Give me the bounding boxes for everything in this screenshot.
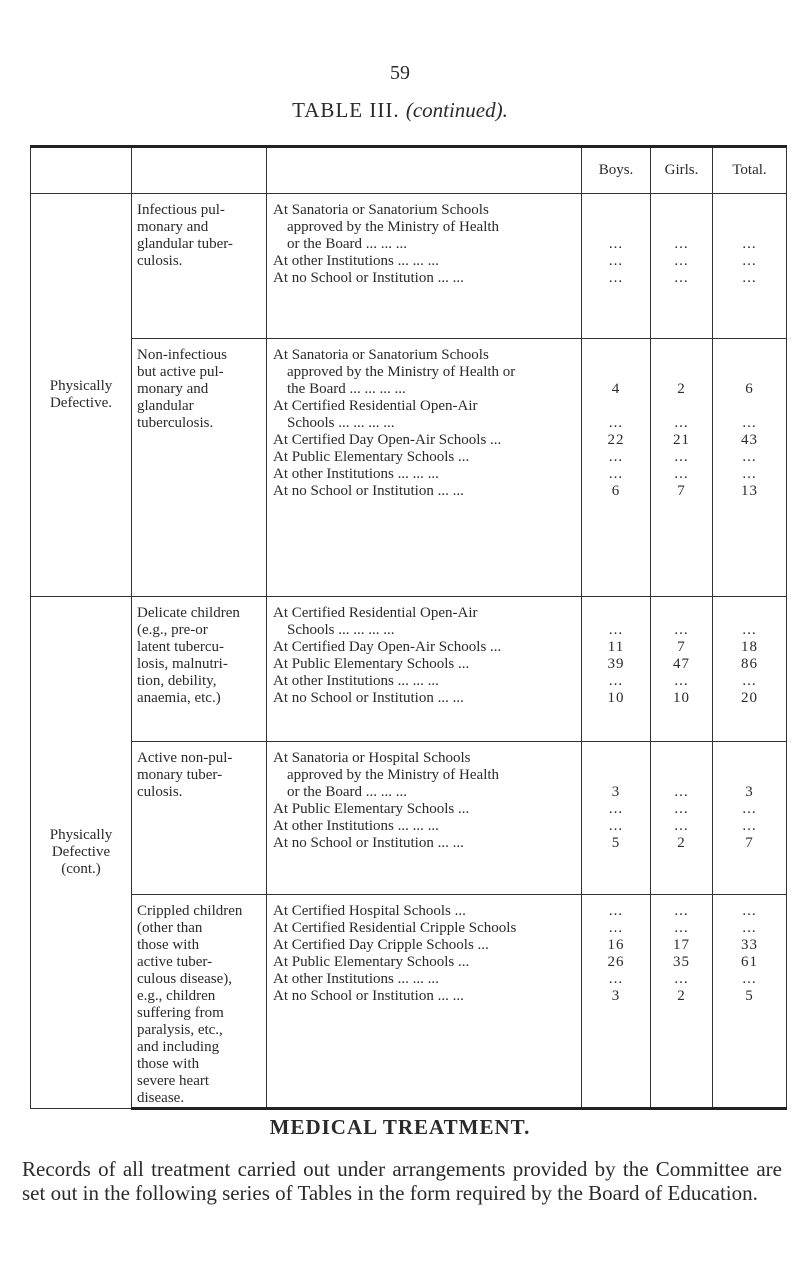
- girls-value: ...: [674, 622, 689, 638]
- place-line: At Sanatoria or Sanatorium Schools: [273, 347, 489, 363]
- boys-value: 22: [607, 432, 625, 448]
- category-line: disease.: [137, 1090, 185, 1106]
- girls-value: ...: [674, 920, 689, 936]
- group-label-line: Defective.: [49, 395, 113, 411]
- section-row: [31, 597, 787, 742]
- section-row: [31, 895, 787, 1109]
- boys-value: ...: [608, 449, 624, 465]
- place-line: At Certified Day Cripple Schools ...: [273, 937, 489, 953]
- total-value: 7: [745, 835, 754, 851]
- place-line: approved by the Ministry of Health: [287, 767, 500, 783]
- header-blank-category: [132, 147, 267, 194]
- header-blank-place: [267, 147, 582, 194]
- place-line: approved by the Ministry of Health: [287, 219, 500, 235]
- girls-spacer: [651, 750, 712, 767]
- girls-cell: [651, 597, 713, 742]
- boys-value: ...: [608, 236, 624, 252]
- category-line: (other than: [137, 920, 203, 936]
- place-line: At Certified Hospital Schools ...: [273, 903, 466, 919]
- page-number: 59: [390, 62, 410, 84]
- place-line: or the Board ... ... ...: [287, 784, 407, 800]
- total-value: ...: [742, 622, 757, 638]
- total-value: ...: [742, 236, 757, 252]
- boys-spacer: [582, 605, 650, 622]
- category-line: monary and: [137, 219, 209, 235]
- boys-value: 39: [607, 656, 625, 672]
- group-label-line: Physically: [49, 827, 113, 843]
- boys-spacer: [582, 347, 650, 364]
- category-line: those with: [137, 1056, 200, 1072]
- category-line: monary tuber-: [137, 767, 223, 783]
- header-boys: Boys.: [582, 147, 651, 194]
- girls-value: 2: [677, 835, 686, 851]
- place-cell: [267, 339, 582, 597]
- total-value: ...: [742, 449, 757, 465]
- total-value: 6: [745, 381, 754, 397]
- section-row: [31, 742, 787, 895]
- category-line: Infectious pul-: [137, 202, 225, 218]
- place-line: At no School or Institution ... ...: [273, 835, 464, 851]
- total-value: 33: [741, 937, 758, 953]
- category-line: e.g., children: [137, 988, 216, 1004]
- girls-value: 10: [673, 690, 690, 706]
- category-line: those with: [137, 937, 200, 953]
- total-value: 61: [741, 954, 758, 970]
- category-line: but active pul-: [137, 364, 224, 380]
- girls-value: ...: [674, 270, 689, 286]
- place-line: At Certified Residential Open-Air: [273, 398, 478, 414]
- category-line: culosis.: [137, 784, 183, 800]
- total-value: ...: [742, 466, 757, 482]
- total-spacer: [713, 750, 786, 767]
- place-line: At Public Elementary Schools ...: [273, 954, 470, 970]
- boys-cell: [582, 742, 651, 895]
- boys-value: 26: [607, 954, 625, 970]
- table-title-text: TABLE III.: [292, 98, 400, 122]
- place-cell: [267, 194, 582, 339]
- header-blank-group: [31, 147, 132, 194]
- girls-spacer: [651, 767, 712, 784]
- total-spacer: [713, 364, 786, 381]
- girls-value: ...: [674, 971, 689, 987]
- total-cell: [713, 895, 787, 1109]
- header-row: [31, 147, 787, 194]
- girls-spacer: [651, 605, 712, 622]
- girls-cell: [651, 742, 713, 895]
- girls-value: ...: [674, 818, 689, 834]
- total-value: ...: [742, 971, 757, 987]
- place-line: At other Institutions ... ... ...: [273, 253, 439, 269]
- total-value: ...: [742, 673, 757, 689]
- category-line: monary and: [137, 381, 209, 397]
- group-label-line: Physically: [49, 378, 113, 394]
- girls-spacer: [651, 347, 712, 364]
- group-label: [31, 194, 132, 597]
- total-value: 43: [741, 432, 758, 448]
- total-value: 13: [741, 483, 758, 499]
- total-spacer: [713, 219, 786, 236]
- total-value: 20: [741, 690, 758, 706]
- total-value: 18: [741, 639, 758, 655]
- place-line: At Certified Residential Open-Air: [273, 605, 478, 621]
- boys-value: ...: [608, 818, 624, 834]
- total-spacer: [713, 202, 786, 219]
- category-line: glandular: [137, 398, 194, 414]
- place-line: At no School or Institution ... ...: [273, 690, 464, 706]
- place-line: At Certified Day Open-Air Schools ...: [273, 639, 502, 655]
- boys-value: ...: [608, 920, 624, 936]
- boys-value: 6: [611, 483, 621, 499]
- boys-value: 10: [607, 690, 625, 706]
- boys-cell: [582, 339, 651, 597]
- girls-value: ...: [674, 903, 689, 919]
- total-value: ...: [742, 415, 757, 431]
- table-iii: [30, 145, 787, 1110]
- total-value: ...: [742, 270, 757, 286]
- table-body: [31, 147, 787, 1109]
- category-cell: [132, 339, 267, 597]
- girls-spacer: [651, 219, 712, 236]
- section-heading: MEDICAL TREATMENT.: [269, 1115, 531, 1139]
- place-line: the Board ... ... ... ...: [287, 381, 406, 397]
- boys-value: 5: [611, 835, 621, 851]
- boys-value: ...: [608, 801, 624, 817]
- category-line: glandular tuber-: [137, 236, 233, 252]
- table-title: [0, 98, 800, 123]
- place-cell: [267, 597, 582, 742]
- category-line: culous disease),: [137, 971, 232, 987]
- category-line: and including: [137, 1039, 220, 1055]
- section-row: [31, 339, 787, 597]
- category-cell: [132, 742, 267, 895]
- group-label-line: Defective: [51, 844, 111, 860]
- category-cell: [132, 597, 267, 742]
- boys-value: 3: [611, 988, 621, 1004]
- girls-value: ...: [674, 253, 689, 269]
- girls-value: 21: [673, 432, 690, 448]
- girls-value: ...: [674, 415, 689, 431]
- total-value: ...: [742, 920, 757, 936]
- category-line: latent tubercu-: [137, 639, 225, 655]
- place-line: At Sanatoria or Sanatorium Schools: [273, 202, 489, 218]
- total-spacer: [713, 398, 786, 415]
- total-value: ...: [742, 903, 757, 919]
- category-line: anaemia, etc.): [137, 690, 221, 706]
- girls-cell: [651, 194, 713, 339]
- place-line: At other Institutions ... ... ...: [273, 971, 439, 987]
- place-line: At other Institutions ... ... ...: [273, 818, 439, 834]
- category-cell: [132, 895, 267, 1109]
- girls-value: ...: [674, 466, 689, 482]
- category-line: tion, debility,: [137, 673, 217, 689]
- total-value: 3: [745, 784, 754, 800]
- total-value: ...: [742, 253, 757, 269]
- boys-cell: [582, 597, 651, 742]
- girls-value: 7: [677, 483, 686, 499]
- place-line: At Sanatoria or Hospital Schools: [273, 750, 471, 766]
- girls-value: 7: [677, 639, 686, 655]
- boys-value: 16: [607, 937, 625, 953]
- category-line: losis, malnutri-: [137, 656, 228, 672]
- place-cell: [267, 742, 582, 895]
- category-line: Crippled children: [137, 903, 243, 919]
- boys-value: ...: [608, 673, 624, 689]
- place-line: At Public Elementary Schools ...: [273, 656, 470, 672]
- total-spacer: [713, 767, 786, 784]
- boys-spacer: [582, 398, 650, 415]
- table-title-note: (continued).: [405, 98, 508, 122]
- boys-value: 11: [607, 639, 625, 655]
- category-line: Active non-pul-: [137, 750, 233, 766]
- place-line: Schools ... ... ... ...: [287, 622, 395, 638]
- boys-value: 3: [611, 784, 621, 800]
- total-spacer: [713, 605, 786, 622]
- boys-spacer: [582, 202, 650, 219]
- total-cell: [713, 194, 787, 339]
- boys-spacer: [582, 750, 650, 767]
- category-line: severe heart: [137, 1073, 210, 1089]
- girls-value: ...: [674, 449, 689, 465]
- boys-spacer: [582, 219, 650, 236]
- group-label: [31, 597, 132, 1109]
- category-line: tuberculosis.: [137, 415, 214, 431]
- section-row: [31, 194, 787, 339]
- boys-spacer: [582, 364, 650, 381]
- girls-value: ...: [674, 673, 689, 689]
- girls-value: 35: [673, 954, 690, 970]
- girls-value: 17: [673, 937, 690, 953]
- girls-cell: [651, 339, 713, 597]
- girls-spacer: [651, 202, 712, 219]
- place-line: approved by the Ministry of Health or: [287, 364, 516, 380]
- category-line: suffering from: [137, 1005, 224, 1021]
- total-value: ...: [742, 818, 757, 834]
- boys-value: ...: [608, 415, 624, 431]
- boys-value: ...: [608, 270, 624, 286]
- place-line: At Certified Residential Cripple Schools: [273, 920, 517, 936]
- boys-value: ...: [608, 971, 624, 987]
- category-line: paralysis, etc.,: [137, 1022, 223, 1038]
- header-total: Total.: [713, 147, 787, 194]
- boys-cell: [582, 194, 651, 339]
- place-line: or the Board ... ... ...: [287, 236, 407, 252]
- place-line: At no School or Institution ... ...: [273, 483, 464, 499]
- boys-value: ...: [608, 466, 624, 482]
- header-girls: Girls.: [651, 147, 713, 194]
- place-line: At other Institutions ... ... ...: [273, 673, 439, 689]
- girls-cell: [651, 895, 713, 1109]
- place-line: At no School or Institution ... ...: [273, 270, 464, 286]
- category-line: active tuber-: [137, 954, 213, 970]
- total-spacer: [713, 347, 786, 364]
- category-cell: [132, 194, 267, 339]
- girls-spacer: [651, 398, 712, 415]
- place-cell: [267, 895, 582, 1109]
- category-line: Non-infectious: [137, 347, 227, 363]
- boys-value: ...: [608, 903, 624, 919]
- category-line: culosis.: [137, 253, 183, 269]
- place-line: At Public Elementary Schools ...: [273, 449, 470, 465]
- place-line: Schools ... ... ... ...: [287, 415, 395, 431]
- total-value: 5: [745, 988, 754, 1004]
- boys-cell: [582, 895, 651, 1109]
- place-line: At no School or Institution ... ...: [273, 988, 464, 1004]
- boys-value: ...: [608, 622, 624, 638]
- category-line: Delicate children: [137, 605, 240, 621]
- girls-value: ...: [674, 784, 689, 800]
- total-value: ...: [742, 801, 757, 817]
- girls-value: ...: [674, 801, 689, 817]
- boys-value: 4: [611, 381, 621, 397]
- group-label-line: (cont.): [61, 861, 101, 877]
- total-cell: [713, 597, 787, 742]
- category-line: (e.g., pre-or: [137, 622, 208, 638]
- boys-spacer: [582, 767, 650, 784]
- total-cell: [713, 339, 787, 597]
- total-value: 86: [741, 656, 758, 672]
- girls-value: ...: [674, 236, 689, 252]
- place-line: At Public Elementary Schools ...: [273, 801, 470, 817]
- girls-spacer: [651, 364, 712, 381]
- place-line: At Certified Day Open-Air Schools ...: [273, 432, 502, 448]
- boys-value: ...: [608, 253, 624, 269]
- body-paragraph: Records of all treatment carried out under arrangements provided by the Committee are set out in the following series of Tables in the form required by the Board of Education.: [22, 1157, 782, 1205]
- girls-value: 47: [673, 656, 690, 672]
- girls-value: 2: [677, 381, 686, 397]
- girls-value: 2: [677, 988, 686, 1004]
- total-cell: [713, 742, 787, 895]
- place-line: At other Institutions ... ... ...: [273, 466, 439, 482]
